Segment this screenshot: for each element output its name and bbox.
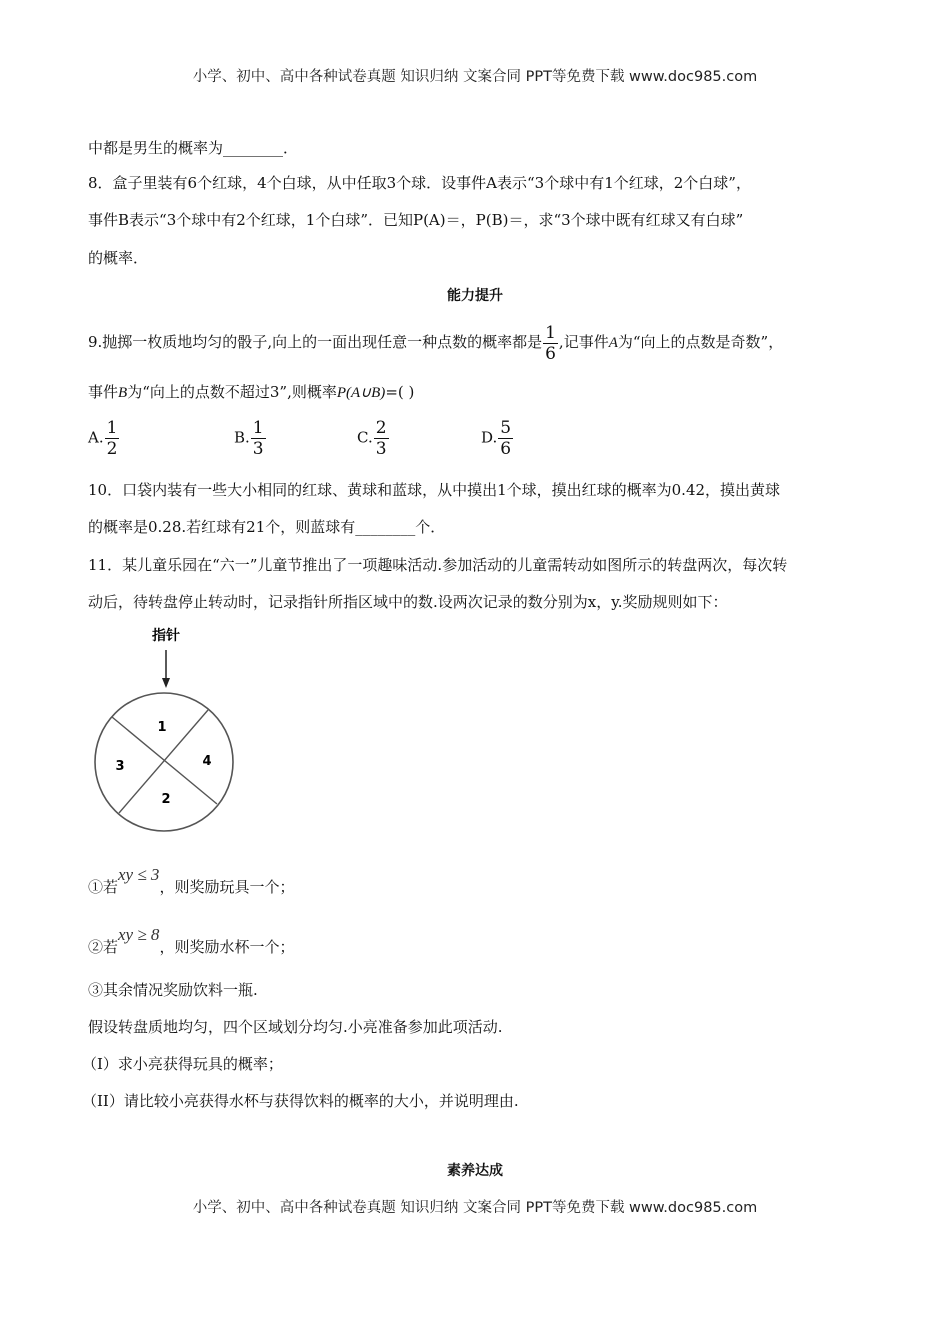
q8-line1: 8．盒子里装有6个红球，4个白球，从中任取3个球．设事件A表示“3个球中有1个红球，2个白球”， (88, 174, 751, 192)
rule-text: ，则奖励玩具一个； (159, 878, 295, 896)
q11-line1: 11．某儿童乐园在“六一”儿童节推出了一项趣味活动.参加活动的儿童需转动如图所示的转盘两次，每次转 (88, 556, 788, 574)
sector-2: 2 (161, 792, 171, 807)
q10-line1: 10．口袋内装有一些大小相同的红球、黄球和蓝球，从中摸出1个球，摸出红球的概率为0.42，摸出黄球 (88, 481, 781, 499)
numerator: 1 (252, 418, 264, 438)
rule-expr: xy ≥ 8 (118, 925, 160, 944)
rule-1 (88, 865, 295, 897)
numerator: 1 (106, 418, 118, 438)
q11-assumption: 假设转盘质地均匀，四个区域划分均匀.小亮准备参加此项活动. (88, 1018, 503, 1036)
q8-line2: 事件B表示“3个球中有2个红球，1个白球”．已知P(A)＝，P(B)＝，求“3个球中既有红球又有白球” (88, 211, 744, 229)
rule-text: ①若 (88, 878, 119, 896)
denominator: 2 (106, 439, 118, 459)
q8-line3: 的概率． (88, 249, 149, 267)
q9-text: 9.抛掷一枚质地均匀的骰子,向上的一面出现任意一种点数的概率都是 (88, 333, 543, 351)
denominator: 6 (500, 439, 512, 459)
prob-expr: P(A∪B) (336, 385, 386, 401)
var-b: B (118, 385, 128, 401)
q11-line2: 动后，待转盘停止转动时，记录指针所指区域中的数.设两次记录的数分别为x，y.奖励规则如下： (88, 593, 728, 611)
numerator: 1 (545, 322, 556, 343)
rule-expr: xy ≤ 3 (118, 865, 160, 884)
q7-tail: 中都是男生的概率为________． (88, 139, 299, 157)
rule-text: ，则奖励水杯一个； (159, 938, 295, 956)
denominator: 3 (252, 439, 264, 459)
sector-3: 3 (115, 759, 125, 774)
section-title-ability: 能力提升 (447, 288, 503, 304)
q9-text: ,记事件 (558, 333, 609, 351)
option-label: C. (357, 428, 373, 447)
q10-line2: 的概率是0.28.若红球有21个，则蓝球有________个． (88, 518, 446, 536)
numerator: 2 (375, 418, 387, 438)
q9-text: 为“向上的点数是奇数”， (617, 333, 784, 351)
option-label: A. (88, 428, 104, 447)
numerator: 5 (500, 418, 512, 438)
option-label: B. (234, 428, 250, 447)
option-label: D. (481, 428, 498, 447)
q9-text: 为“向上的点数不超过3”,则概率 (127, 383, 337, 401)
pointer-label: 指针 (152, 628, 180, 644)
q11-part1: （I）求小亮获得玩具的概率； (82, 1055, 283, 1073)
rule-text: ②若 (88, 938, 119, 956)
q9-text: 事件 (88, 383, 119, 401)
sector-4: 4 (202, 754, 212, 769)
q9-text: =( ) (385, 383, 415, 401)
page-header: 小学、初中、高中各种试卷真题 知识归纳 文案合同 PPT等免费下载 www.doc985.com (192, 69, 758, 85)
denominator: 3 (375, 439, 387, 459)
pointer-arrow-icon (162, 650, 170, 688)
sector-1: 1 (157, 720, 167, 735)
page-footer: 小学、初中、高中各种试卷真题 知识归纳 文案合同 PPT等免费下载 www.doc985.com (192, 1200, 758, 1216)
rule-2 (88, 925, 295, 957)
var-a: A (608, 335, 618, 351)
denominator: 6 (545, 343, 556, 364)
q11-part2: （II）请比较小亮获得水杯与获得饮料的概率的大小，并说明理由. (82, 1092, 519, 1110)
section-title-literacy: 素养达成 (447, 1163, 503, 1179)
rule-3: ③其余情况奖励饮料一瓶. (88, 981, 258, 999)
